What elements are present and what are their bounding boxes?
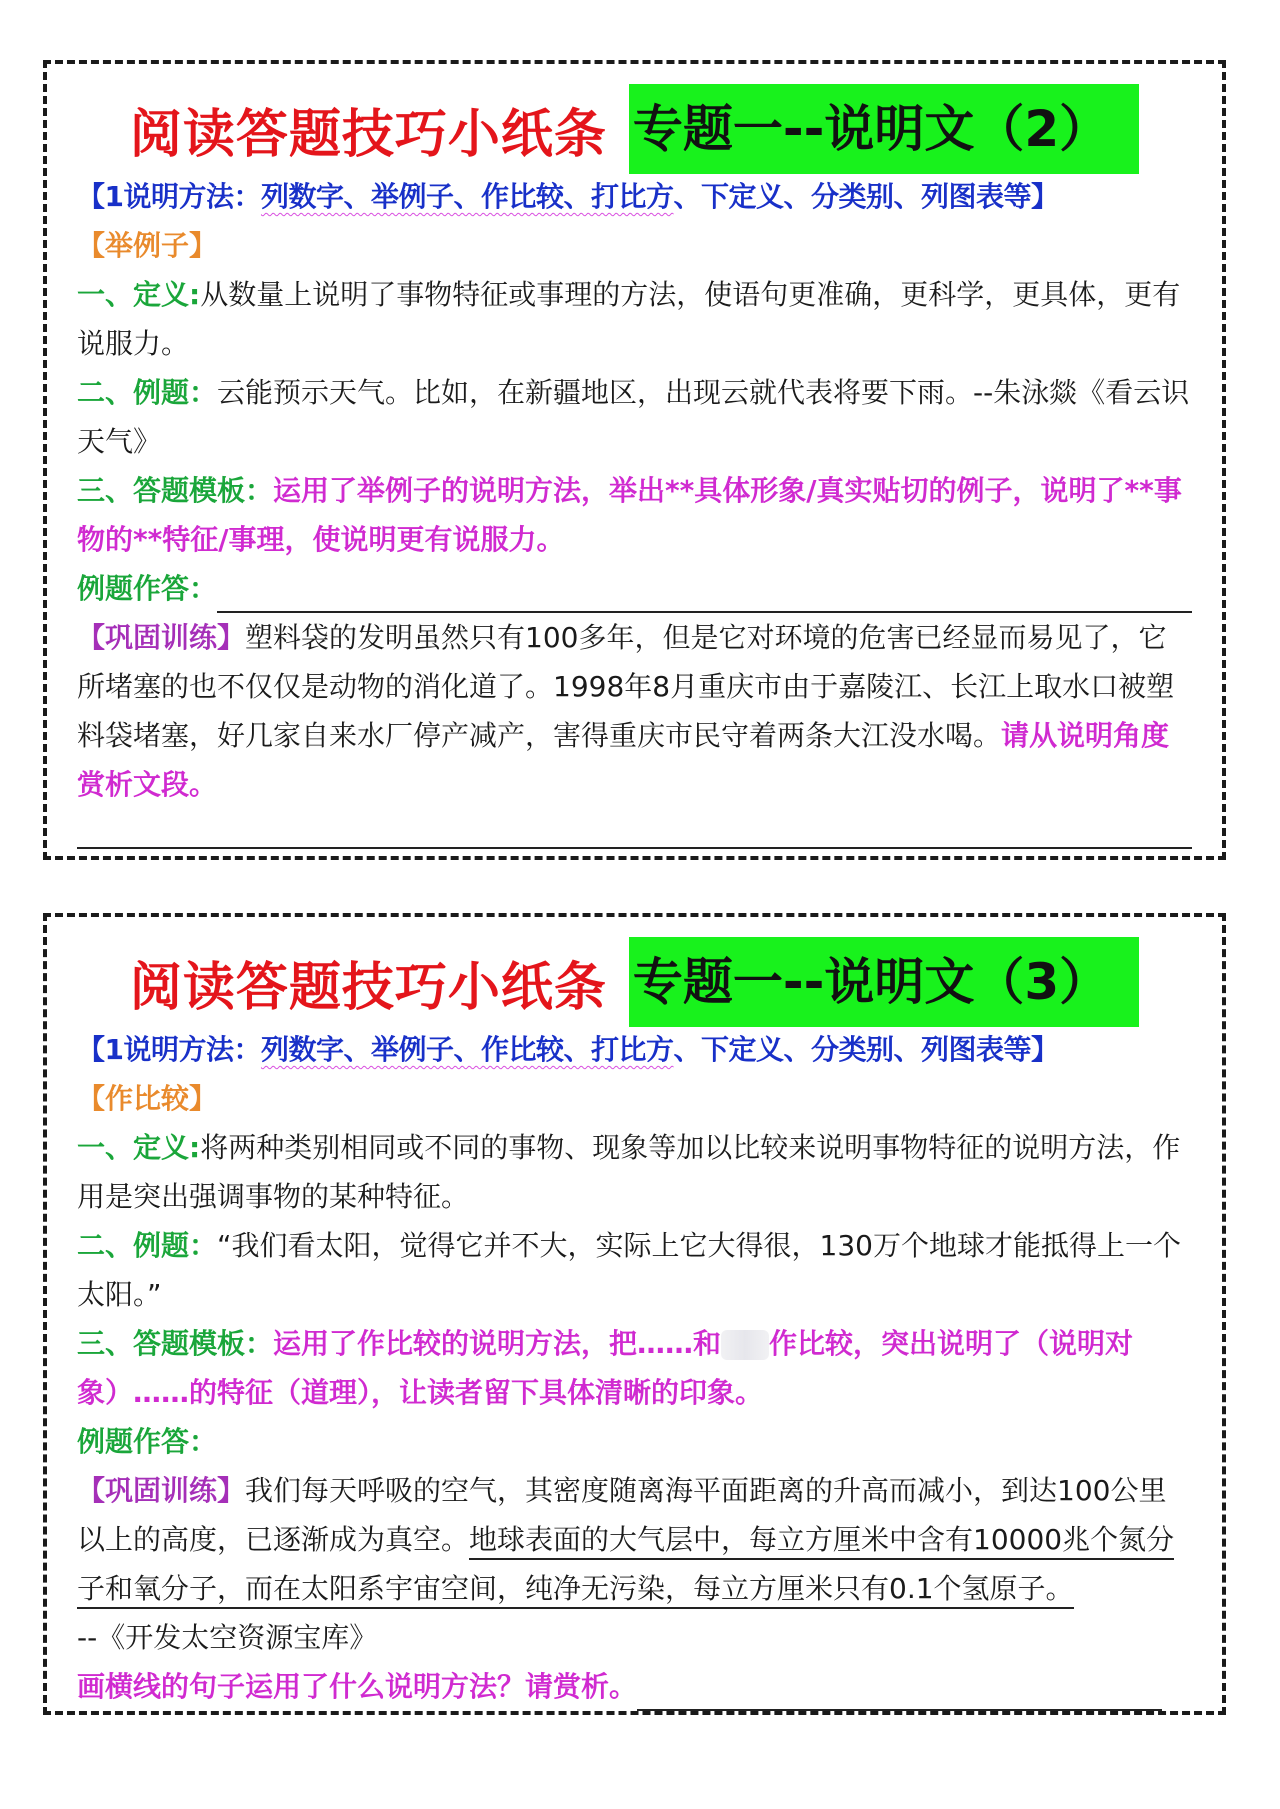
underlined-sentence: 地球表面的大气层中，每立方厘米中含有10000兆个 xyxy=(469,1523,1118,1560)
question-row: 画横线的句子运用了什么说明方法？请赏析。 xyxy=(77,1662,1192,1711)
source: --《开发太空资源宝库》 xyxy=(77,1621,378,1654)
subhead-comparison: 【作比较】 xyxy=(77,1082,218,1115)
title-main: 阅读答题技巧小纸条 xyxy=(129,957,607,1018)
answer-blank-full[interactable] xyxy=(77,845,1192,849)
definition: 一、定义:从数量上说明了事物特征或事理的方法，使语句更准确，更科学，更具体，更有说服力。 xyxy=(77,278,1181,360)
card-explanatory-2 xyxy=(43,60,1226,860)
example-question: 二、例题：“我们看太阳，觉得它并不大，实际上它大得很，130万个地球才能抵得上一个太阳。” xyxy=(77,1229,1181,1311)
card-body xyxy=(77,172,1192,849)
card-title xyxy=(47,84,1222,174)
methods-line: 【1说明方法：列数字、举例子、作比较、打比方、下定义、分类别、列图表等】 xyxy=(77,1033,1059,1066)
answer-blank[interactable] xyxy=(217,573,1192,613)
example-question: 二、例题：云能预示天气。比如，在新疆地区，出现云就代表将要下雨。--朱泳燚《看云识天气》 xyxy=(77,376,1190,458)
example-answer-label: 例题作答： xyxy=(77,1425,218,1458)
card-title xyxy=(47,937,1222,1027)
training: 【巩固训练】我们每天呼吸的空气，其密度随离海平面距离的升高而减小，到达100公里以上的高度，已逐渐成为真空。地球表面的大气层中，每立方厘米中含有10000兆个氮分子和氧分子，而在太阳系宇宙空间，纯净无污染，每立方厘米只有0.1个氢原子。 xyxy=(77,1466,1192,1613)
card-explanatory-3 xyxy=(43,913,1226,1715)
answer-blank[interactable] xyxy=(637,1671,1162,1711)
title-tag: 专题一--说明文（3） xyxy=(629,937,1139,1027)
answer-template: 三、答题模板：运用了举例子的说明方法，举出**具体形象/真实贴切的例子，说明了**事物的**特征/事理，使说明更有说服力。 xyxy=(77,474,1182,556)
subhead-example: 【举例子】 xyxy=(77,229,218,262)
title-tag: 专题一--说明文（2） xyxy=(629,84,1139,174)
card-body xyxy=(77,1025,1192,1711)
underlined-sentence-cont: 氮分子和氧分子，而在太阳系宇宙空间，纯净无污染，每立方厘米只有0.1个氢原子。 xyxy=(77,1523,1174,1609)
example-answer-row: 例题作答： xyxy=(77,564,1192,613)
methods-line: 【1说明方法：列数字、举例子、作比较、打比方、下定义、分类别、列图表等】 xyxy=(77,180,1059,213)
answer-template: 三、答题模板：运用了作比较的说明方法，把……和 作比较，突出说明了（说明对象）……的特征（道理），让读者留下具体清晰的印象。 xyxy=(77,1327,1134,1409)
training: 【巩固训练】塑料袋的发明虽然只有100多年，但是它对环境的危害已经显而易见了，它所堵塞的也不仅仅是动物的消化道了。1998年8月重庆市由于嘉陵江、长江上取水口被塑料袋堵塞，好几家自来水厂停产减产，害得重庆市民守着两条大江没水喝。请从说明角度赏析文段。 xyxy=(77,621,1175,801)
title-main: 阅读答题技巧小纸条 xyxy=(129,104,607,165)
definition: 一、定义:将两种类别相同或不同的事物、现象等加以比较来说明事物特征的说明方法，作用是突出强调事物的某种特征。 xyxy=(77,1131,1181,1213)
blurred-blank xyxy=(721,1330,769,1360)
